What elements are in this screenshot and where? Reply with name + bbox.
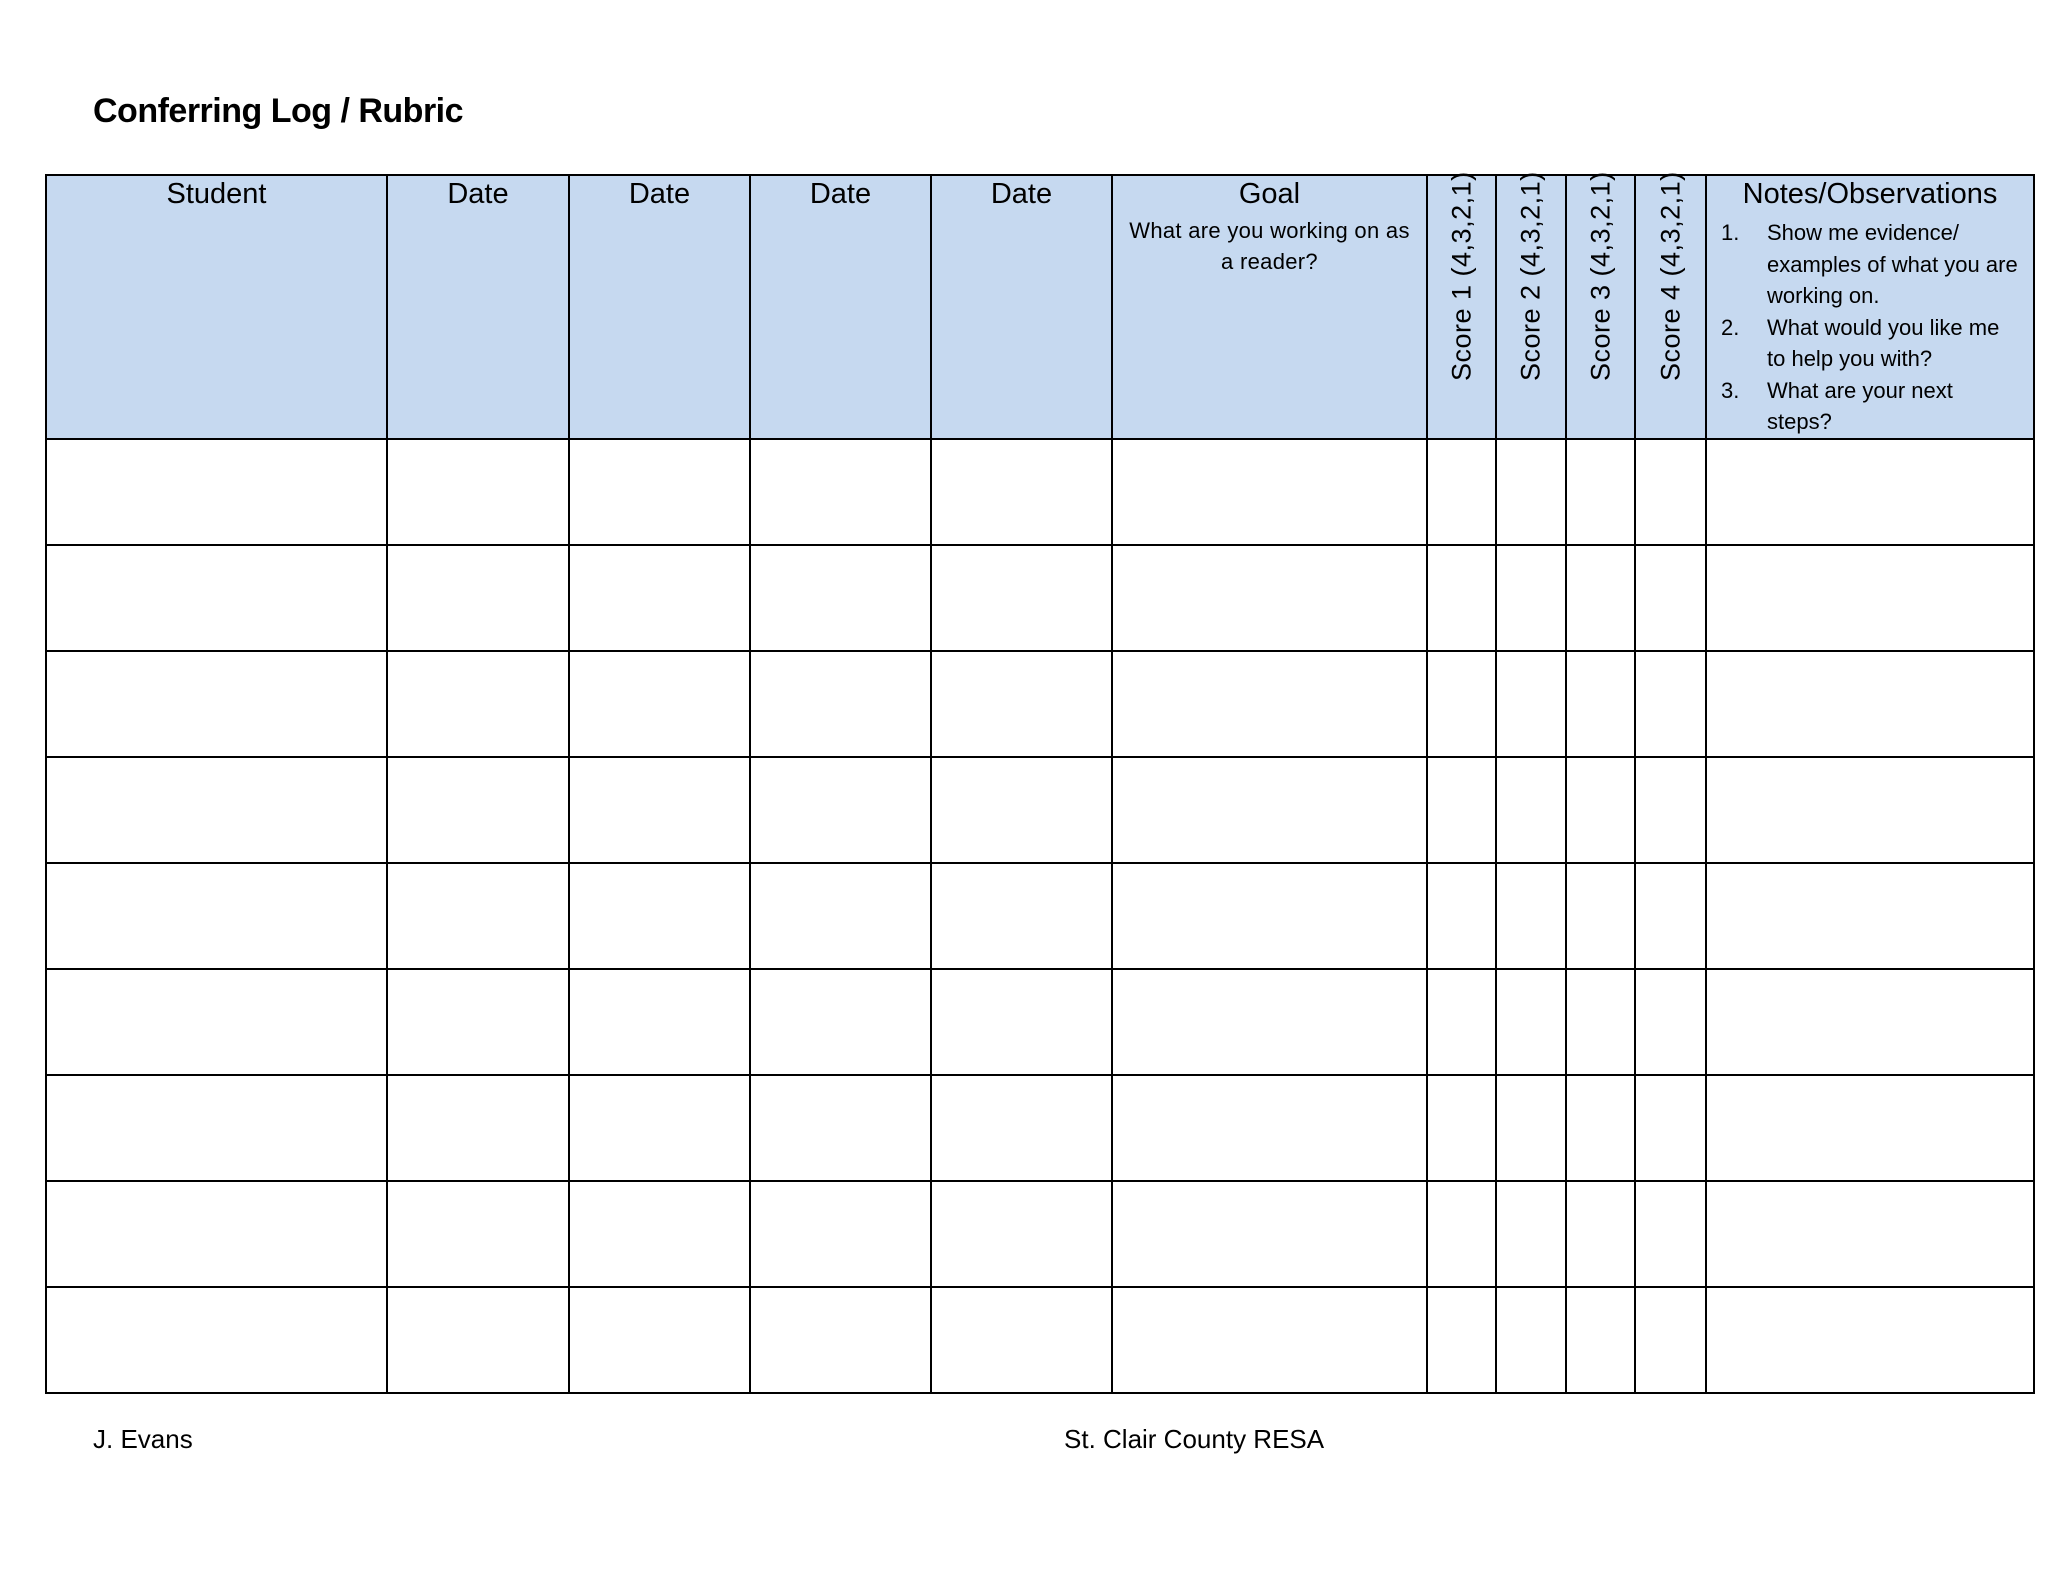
date-cell[interactable] [750,545,931,651]
notes-prompt-item [1721,375,2023,438]
score-4-column-header [1635,170,1706,439]
score-2-header-label: Score 2 (4,3,2,1) [1515,170,1546,381]
student-cell[interactable] [46,969,387,1075]
date-cell[interactable] [931,1075,1112,1181]
date-cell[interactable] [569,651,750,757]
date-cell[interactable] [569,863,750,969]
student-cell[interactable] [46,1287,387,1393]
date-cell[interactable] [569,969,750,1075]
student-cell[interactable] [46,439,387,545]
score-1-cell[interactable] [1427,651,1496,757]
table-row [46,1181,2034,1287]
date-header-label: Date [628,178,691,210]
date-cell[interactable] [569,1181,750,1287]
goal-cell[interactable] [1112,757,1427,863]
date-cell[interactable] [931,439,1112,545]
footer-author: J. Evans [93,1424,193,1454]
score-1-cell[interactable] [1427,757,1496,863]
goal-cell[interactable] [1112,439,1427,545]
date-header-label: Date [990,178,1053,210]
score-2-cell[interactable] [1496,1287,1566,1393]
score-2-cell[interactable] [1496,651,1566,757]
notes-cell[interactable] [1706,651,2034,757]
student-cell[interactable] [46,757,387,863]
notes-cell[interactable] [1706,969,2034,1075]
score-2-cell[interactable] [1496,863,1566,969]
date-cell[interactable] [931,545,1112,651]
date-cell[interactable] [931,863,1112,969]
goal-header-prompt: What are you working on as a reader? [1129,218,1410,274]
score-2-column-header [1496,170,1566,439]
score-1-cell[interactable] [1427,1287,1496,1393]
notes-cell[interactable] [1706,439,2034,545]
notes-prompt-text: What are your next steps? [1767,377,1953,434]
date-cell[interactable] [931,969,1112,1075]
table-body [46,439,2034,1393]
notes-cell[interactable] [1706,863,2034,969]
student-cell[interactable] [46,1181,387,1287]
date-cell[interactable] [931,651,1112,757]
notes-prompt-item [1721,312,2023,375]
score-3-cell[interactable] [1566,863,1635,969]
date-cell[interactable] [931,757,1112,863]
date-cell[interactable] [387,1287,569,1393]
score-4-cell[interactable] [1635,1075,1706,1181]
goal-cell[interactable] [1112,1075,1427,1181]
score-3-cell[interactable] [1566,757,1635,863]
date-cell[interactable] [569,757,750,863]
goal-cell[interactable] [1112,1287,1427,1393]
score-1-cell[interactable] [1427,439,1496,545]
notes-cell[interactable] [1706,757,2034,863]
score-2-cell[interactable] [1496,1181,1566,1287]
notes-prompt-list [1707,211,2033,438]
score-3-cell[interactable] [1566,651,1635,757]
table-row [46,969,2034,1075]
date-column-header [569,175,750,439]
score-1-cell[interactable] [1427,1181,1496,1287]
date-cell[interactable] [931,1181,1112,1287]
date-cell[interactable] [750,1075,931,1181]
student-column-header [46,175,387,439]
score-4-cell[interactable] [1635,969,1706,1075]
footer-organization: St. Clair County RESA [1064,1424,1325,1454]
date-cell[interactable] [750,969,931,1075]
page-title: Conferring Log / Rubric [93,92,464,130]
goal-cell[interactable] [1112,863,1427,969]
score-3-cell[interactable] [1566,545,1635,651]
notes-prompt-number: 3. [1721,377,1740,403]
score-1-cell[interactable] [1427,1075,1496,1181]
score-4-cell[interactable] [1635,1181,1706,1287]
score-2-cell[interactable] [1496,757,1566,863]
score-4-header-label: Score 4 (4,3,2,1) [1655,170,1685,381]
goal-cell[interactable] [1112,651,1427,757]
table-row [46,863,2034,969]
date-cell[interactable] [750,1287,931,1393]
date-cell[interactable] [750,863,931,969]
score-4-cell[interactable] [1635,651,1706,757]
notes-prompt-number: 2. [1721,314,1740,340]
notes-prompt-item [1721,217,2023,312]
notes-column-header [1706,175,2034,439]
notes-prompt-text: Show me evidence/ examples of what you are working on. [1767,220,2018,308]
date-header-label: Date [447,178,509,210]
score-2-cell[interactable] [1496,439,1566,545]
date-cell[interactable] [387,757,569,863]
date-cell[interactable] [931,1287,1112,1393]
date-cell[interactable] [387,651,569,757]
score-2-cell[interactable] [1496,545,1566,651]
student-header-label: Student [166,178,267,210]
student-cell[interactable] [46,651,387,757]
table-header-row [46,175,2034,439]
score-1-header-label: Score 1 (4,3,2,1) [1446,170,1476,381]
score-2-cell[interactable] [1496,969,1566,1075]
student-cell[interactable] [46,863,387,969]
score-4-cell[interactable] [1635,1287,1706,1393]
date-cell[interactable] [750,757,931,863]
notes-cell[interactable] [1706,1075,2034,1181]
table-row [46,757,2034,863]
date-column-header [387,175,569,439]
table-row [46,1075,2034,1181]
date-cell[interactable] [750,651,931,757]
score-3-cell[interactable] [1566,1181,1635,1287]
score-1-column-header [1427,170,1496,439]
score-4-cell[interactable] [1635,545,1706,651]
score-1-cell[interactable] [1427,969,1496,1075]
score-4-cell[interactable] [1635,439,1706,545]
date-header-label: Date [809,178,872,210]
table-row [46,1287,2034,1393]
score-2-cell[interactable] [1496,1075,1566,1181]
notes-header-label: Notes/Observations [1742,178,1998,210]
score-3-header-label: Score 3 (4,3,2,1) [1585,170,1615,381]
goal-cell[interactable] [1112,1181,1427,1287]
date-column-header [931,175,1112,439]
notes-prompt-number: 1. [1721,220,1740,245]
score-3-cell[interactable] [1566,969,1635,1075]
date-cell[interactable] [569,1287,750,1393]
date-cell[interactable] [750,1181,931,1287]
score-4-cell[interactable] [1635,757,1706,863]
goal-cell[interactable] [1112,969,1427,1075]
table-row [46,545,2034,651]
score-1-cell[interactable] [1427,545,1496,651]
goal-header-label: Goal [1238,178,1301,210]
date-cell[interactable] [387,1075,569,1181]
date-cell[interactable] [387,969,569,1075]
table-row [46,651,2034,757]
notes-cell[interactable] [1706,1287,2034,1393]
date-cell[interactable] [387,1181,569,1287]
score-4-cell[interactable] [1635,863,1706,969]
date-cell[interactable] [387,545,569,651]
goal-cell[interactable] [1112,545,1427,651]
student-cell[interactable] [46,545,387,651]
notes-prompt-text: What would you like me to help you with? [1767,314,2000,371]
goal-column-header [1112,175,1427,439]
score-3-column-header [1566,170,1635,439]
date-cell[interactable] [750,439,931,545]
date-cell[interactable] [387,439,569,545]
student-cell[interactable] [46,1075,387,1181]
date-cell[interactable] [387,863,569,969]
score-3-cell[interactable] [1566,439,1635,545]
date-cell[interactable] [569,545,750,651]
table-row [46,439,2034,545]
conferring-log-table [45,170,2035,1394]
notes-cell[interactable] [1706,1181,2034,1287]
score-3-cell[interactable] [1566,1075,1635,1181]
date-cell[interactable] [569,439,750,545]
date-column-header [750,175,931,439]
score-1-cell[interactable] [1427,863,1496,969]
score-3-cell[interactable] [1566,1287,1635,1393]
date-cell[interactable] [569,1075,750,1181]
notes-cell[interactable] [1706,545,2034,651]
